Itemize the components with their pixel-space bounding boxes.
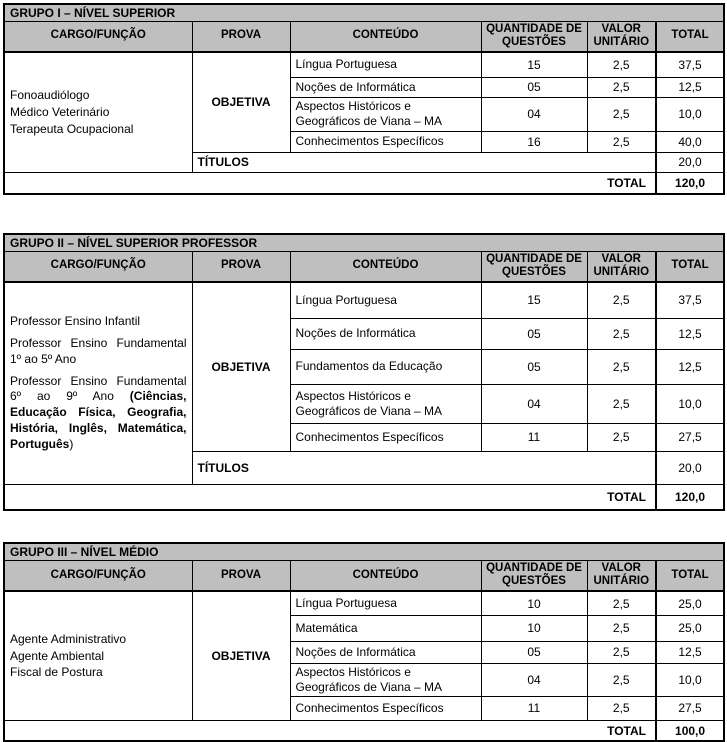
quantidade-cell: 11 <box>481 423 587 451</box>
cargo-funcao-cell <box>4 282 192 484</box>
column-header-quantidade-questoes: QUANTIDADE DE QUESTÕES <box>481 251 587 282</box>
cargo-line <box>10 664 187 681</box>
grand-total-value: 120,0 <box>656 172 724 194</box>
grand-total-row <box>4 172 724 194</box>
row-total-cell: 10,0 <box>656 663 724 696</box>
group-title: GRUPO II – NÍVEL SUPERIOR PROFESSOR <box>4 234 724 251</box>
valor-unitario-cell: 2,5 <box>587 591 656 615</box>
prova-cell: OBJETIVA <box>192 591 290 720</box>
cargo-text: Agente Administrativo <box>10 631 127 646</box>
content-row <box>4 52 724 77</box>
cargo-line <box>10 336 187 368</box>
conteudo-cell: Aspectos Históricos e Geográficos de Viana – MA <box>290 97 481 131</box>
cargo-line <box>10 87 187 104</box>
titulos-label: TÍTULOS <box>192 451 656 484</box>
content-row <box>4 591 724 615</box>
valor-unitario-cell: 2,5 <box>587 615 656 641</box>
quantidade-cell: 05 <box>481 641 587 663</box>
conteudo-cell: Fundamentos da Educação <box>290 349 481 384</box>
prova-cell: OBJETIVA <box>192 282 290 451</box>
valor-unitario-cell: 2,5 <box>587 131 656 152</box>
group-title-row <box>4 234 724 251</box>
grand-total-value: 120,0 <box>656 484 724 510</box>
row-total-cell: 27,5 <box>656 423 724 451</box>
column-header-prova: PROVA <box>192 21 290 52</box>
cargo-line <box>10 121 187 138</box>
column-header-row <box>4 21 724 52</box>
cargo-line <box>10 314 187 330</box>
conteudo-cell: Língua Portuguesa <box>290 591 481 615</box>
column-header-cargo-funcao: CARGO/FUNÇÃO <box>4 251 192 282</box>
quantidade-cell: 10 <box>481 615 587 641</box>
valor-unitario-cell: 2,5 <box>587 97 656 131</box>
grand-total-row <box>4 720 724 741</box>
conteudo-cell: Conhecimentos Específicos <box>290 696 481 720</box>
quantidade-cell: 04 <box>481 384 587 423</box>
cargo-text: Professor Ensino Fundamental 1º ao 5º Ano <box>10 335 187 366</box>
group-title: GRUPO I – NÍVEL SUPERIOR <box>4 4 724 21</box>
row-total-cell: 12,5 <box>656 318 724 349</box>
column-header-cargo-funcao: CARGO/FUNÇÃO <box>4 21 192 52</box>
row-total-cell: 27,5 <box>656 696 724 720</box>
row-total-cell: 37,5 <box>656 282 724 318</box>
group-title-row <box>4 4 724 21</box>
cargo-text: Professor Ensino Fundamental 6º ao 9º Ano <box>10 373 187 404</box>
group-table-1 <box>3 3 725 195</box>
row-total-cell: 37,5 <box>656 52 724 77</box>
cargo-line <box>10 631 187 648</box>
column-header-prova: PROVA <box>192 560 290 591</box>
grand-total-label: TOTAL <box>4 172 656 194</box>
valor-unitario-cell: 2,5 <box>587 349 656 384</box>
conteudo-cell: Noções de Informática <box>290 318 481 349</box>
row-total-cell: 40,0 <box>656 131 724 152</box>
content-row <box>4 282 724 318</box>
cargo-text: Médico Veterinário <box>10 104 110 119</box>
group-table-2 <box>3 233 725 511</box>
conteudo-cell: Língua Portuguesa <box>290 52 481 77</box>
valor-unitario-cell: 2,5 <box>587 52 656 77</box>
quantidade-cell: 04 <box>481 663 587 696</box>
grand-total-row <box>4 484 724 510</box>
cargo-text: Agente Ambiental <box>10 648 105 663</box>
quantidade-cell: 11 <box>481 696 587 720</box>
column-header-valor-unitario: VALOR UNITÁRIO <box>587 251 656 282</box>
exam-tables-document <box>3 3 723 742</box>
cargo-text: Professor Ensino Infantil <box>10 314 141 329</box>
valor-unitario-cell: 2,5 <box>587 282 656 318</box>
column-header-cargo-funcao: CARGO/FUNÇÃO <box>4 560 192 591</box>
conteudo-cell: Noções de Informática <box>290 641 481 663</box>
cargo-line <box>10 104 187 121</box>
grand-total-value: 100,0 <box>656 720 724 741</box>
column-header-valor-unitario: VALOR UNITÁRIO <box>587 21 656 52</box>
quantidade-cell: 05 <box>481 349 587 384</box>
cargo-line <box>10 374 187 453</box>
titulos-label: TÍTULOS <box>192 152 656 172</box>
column-header-quantidade-questoes: QUANTIDADE DE QUESTÕES <box>481 560 587 591</box>
column-header-total: TOTAL <box>656 560 724 591</box>
quantidade-cell: 04 <box>481 97 587 131</box>
cargo-funcao-cell <box>4 591 192 720</box>
row-total-cell: 25,0 <box>656 615 724 641</box>
row-total-cell: 12,5 <box>656 77 724 97</box>
valor-unitario-cell: 2,5 <box>587 384 656 423</box>
valor-unitario-cell: 2,5 <box>587 318 656 349</box>
quantidade-cell: 15 <box>481 282 587 318</box>
conteudo-cell: Língua Portuguesa <box>290 282 481 318</box>
column-header-conteudo: CONTEÚDO <box>290 560 481 591</box>
conteudo-cell: Aspectos Históricos e Geográficos de Viana – MA <box>290 663 481 696</box>
group-title-row <box>4 543 724 560</box>
cargo-text: (Ciências, Educação Física, Geografia, História, Inglês, Matemática, Português <box>10 389 187 451</box>
column-header-total: TOTAL <box>656 21 724 52</box>
column-header-row <box>4 251 724 282</box>
cargo-line <box>10 648 187 665</box>
column-header-prova: PROVA <box>192 251 290 282</box>
quantidade-cell: 15 <box>481 52 587 77</box>
valor-unitario-cell: 2,5 <box>587 663 656 696</box>
valor-unitario-cell: 2,5 <box>587 641 656 663</box>
quantidade-cell: 05 <box>481 318 587 349</box>
row-total-cell: 12,5 <box>656 349 724 384</box>
grand-total-label: TOTAL <box>4 484 656 510</box>
cargo-text: ) <box>69 436 74 451</box>
titulos-total-cell: 20,0 <box>656 152 724 172</box>
column-header-conteudo: CONTEÚDO <box>290 21 481 52</box>
conteudo-cell: Conhecimentos Específicos <box>290 423 481 451</box>
row-total-cell: 25,0 <box>656 591 724 615</box>
titulos-total-cell: 20,0 <box>656 451 724 484</box>
conteudo-cell: Conhecimentos Específicos <box>290 131 481 152</box>
prova-cell: OBJETIVA <box>192 52 290 152</box>
column-header-row <box>4 560 724 591</box>
valor-unitario-cell: 2,5 <box>587 77 656 97</box>
conteudo-cell: Noções de Informática <box>290 77 481 97</box>
valor-unitario-cell: 2,5 <box>587 423 656 451</box>
group-table-3 <box>3 542 725 742</box>
cargo-text: Terapeuta Ocupacional <box>10 121 134 136</box>
column-header-total: TOTAL <box>656 251 724 282</box>
cargo-text: Fonoaudiólogo <box>10 88 90 103</box>
group-title: GRUPO III – NÍVEL MÉDIO <box>4 543 724 560</box>
column-header-valor-unitario: VALOR UNITÁRIO <box>587 560 656 591</box>
quantidade-cell: 10 <box>481 591 587 615</box>
valor-unitario-cell: 2,5 <box>587 696 656 720</box>
row-total-cell: 10,0 <box>656 384 724 423</box>
grand-total-label: TOTAL <box>4 720 656 741</box>
quantidade-cell: 05 <box>481 77 587 97</box>
conteudo-cell: Aspectos Históricos e Geográficos de Viana – MA <box>290 384 481 423</box>
column-header-quantidade-questoes: QUANTIDADE DE QUESTÕES <box>481 21 587 52</box>
row-total-cell: 10,0 <box>656 97 724 131</box>
column-header-conteudo: CONTEÚDO <box>290 251 481 282</box>
conteudo-cell: Matemática <box>290 615 481 641</box>
row-total-cell: 12,5 <box>656 641 724 663</box>
quantidade-cell: 16 <box>481 131 587 152</box>
cargo-text: Fiscal de Postura <box>10 665 103 680</box>
cargo-funcao-cell <box>4 52 192 172</box>
